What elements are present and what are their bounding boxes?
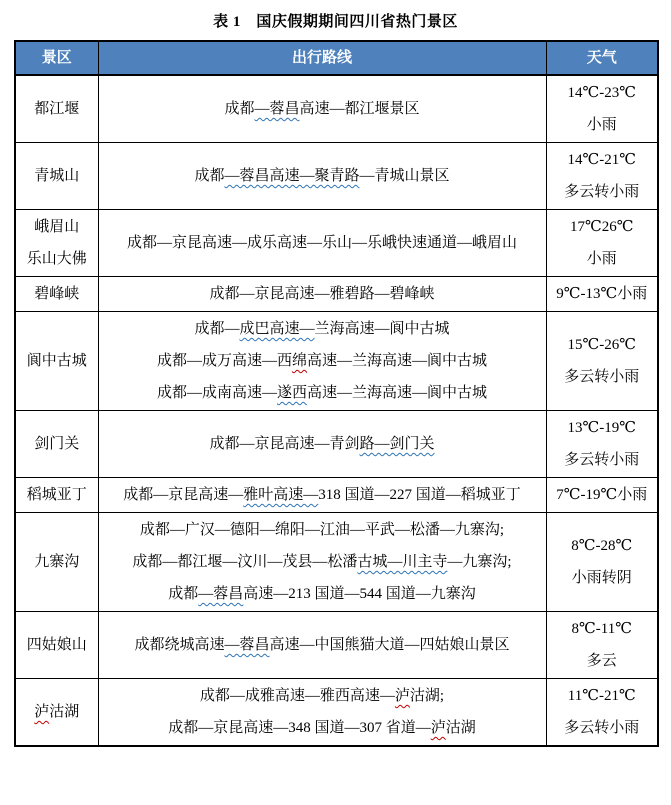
text-line <box>18 211 96 243</box>
header-weather[interactable]: 天气 <box>546 41 658 75</box>
route-cell[interactable] <box>98 513 546 612</box>
text-line <box>549 278 656 310</box>
text-segment: 成都—成万高速—西 <box>156 353 292 369</box>
spellcheck-red-underline: 泸 <box>430 720 446 736</box>
text-segment: 高速—都江堰景区 <box>299 101 420 117</box>
spellcheck-blue-underline: —蓉昌高速—聚青路 <box>224 168 360 184</box>
text-segment: 小雨 <box>586 117 617 133</box>
weather-cell[interactable] <box>546 75 658 143</box>
table-row <box>15 679 658 747</box>
text-line <box>101 514 544 546</box>
weather-cell[interactable] <box>546 312 658 411</box>
text-line <box>101 428 544 460</box>
header-scenic-area[interactable]: 景区 <box>15 41 98 75</box>
table-row <box>15 277 658 312</box>
text-segment: 沽湖 <box>445 720 476 736</box>
text-segment: 成都—京昆高速—348 国道—307 省道— <box>168 720 431 736</box>
table-row <box>15 143 658 210</box>
spellcheck-blue-underline: —蓉昌 <box>224 637 270 653</box>
text-line <box>549 680 656 712</box>
text-line <box>549 361 656 393</box>
text-line <box>101 278 544 310</box>
text-segment: 沽湖 <box>49 704 80 720</box>
scenic-name-cell[interactable] <box>15 411 98 478</box>
text-line <box>549 479 656 511</box>
text-segment: 多云 <box>586 653 617 669</box>
text-line <box>549 613 656 645</box>
weather-cell[interactable] <box>546 143 658 210</box>
header-travel-route[interactable]: 出行路线 <box>98 41 546 75</box>
text-line <box>549 329 656 361</box>
text-line <box>549 530 656 562</box>
route-cell[interactable] <box>98 478 546 513</box>
route-cell[interactable] <box>98 210 546 277</box>
text-line <box>549 243 656 275</box>
route-cell[interactable] <box>98 277 546 312</box>
spellcheck-red-underline: 泸 <box>34 704 50 720</box>
text-segment: 兰海高速—阆中古城 <box>314 321 450 337</box>
weather-cell[interactable] <box>546 478 658 513</box>
text-segment: 14℃-21℃ <box>567 152 637 168</box>
text-line <box>18 160 96 192</box>
text-segment: 13℃-19℃ <box>567 420 637 436</box>
text-line <box>101 313 544 345</box>
weather-cell[interactable] <box>546 612 658 679</box>
route-cell[interactable] <box>98 75 546 143</box>
text-segment: 成都 <box>194 168 225 184</box>
text-segment: 14℃-23℃ <box>567 85 637 101</box>
text-line <box>101 680 544 712</box>
scenic-name-cell[interactable] <box>15 75 98 143</box>
text-segment: 碧峰峡 <box>34 286 80 302</box>
text-segment: 乐山大佛 <box>26 251 87 267</box>
text-segment: 多云转小雨 <box>564 720 640 736</box>
text-line <box>101 345 544 377</box>
scenic-name-cell[interactable] <box>15 513 98 612</box>
spellcheck-blue-underline: 路—剑门关 <box>359 436 435 452</box>
text-segment: 8℃-11℃ <box>571 621 632 637</box>
text-segment: 高速—兰海高速—阆中古城 <box>307 385 488 401</box>
table-row <box>15 411 658 478</box>
scenic-name-cell[interactable] <box>15 312 98 411</box>
text-segment: 8℃-28℃ <box>571 538 633 554</box>
scenic-name-cell[interactable] <box>15 478 98 513</box>
text-line <box>549 109 656 141</box>
text-segment: 成都 <box>168 586 199 602</box>
scenic-name-cell[interactable] <box>15 679 98 747</box>
text-segment: 成都—广汉—德阳—绵阳—江油—平武—松潘—九寨沟; <box>139 522 505 538</box>
text-line <box>18 345 96 377</box>
text-line <box>101 629 544 661</box>
text-line <box>549 645 656 677</box>
text-segment: 7℃-19℃小雨 <box>556 487 648 503</box>
text-line <box>18 243 96 275</box>
text-line <box>18 479 96 511</box>
text-segment: 小雨 <box>586 251 617 267</box>
text-line <box>549 412 656 444</box>
text-segment: —九寨沟; <box>447 554 512 570</box>
text-segment: 318 国道—227 国道—稻城亚丁 <box>318 487 521 503</box>
text-segment: 峨眉山 <box>34 219 80 235</box>
text-segment: 成都—京昆高速— <box>123 487 244 503</box>
table-title[interactable]: 表 1 国庆假期期间四川省热门景区 <box>213 14 458 30</box>
text-segment: 小雨转阴 <box>571 570 632 586</box>
text-line <box>549 211 656 243</box>
text-segment: 成都—都江堰—汶川—茂县—松潘 <box>132 554 358 570</box>
text-segment: 都江堰 <box>34 101 80 117</box>
text-line <box>18 428 96 460</box>
scenic-spots-table <box>14 40 659 747</box>
route-cell[interactable] <box>98 312 546 411</box>
spellcheck-blue-underline: 雅叶高速— <box>243 487 319 503</box>
text-segment: 高速—中国熊猫大道—四姑娘山景区 <box>269 637 510 653</box>
table-body <box>15 75 658 746</box>
table-row <box>15 612 658 679</box>
text-segment: 阆中古城 <box>26 353 87 369</box>
text-line <box>18 629 96 661</box>
route-cell[interactable] <box>98 612 546 679</box>
text-line <box>18 696 96 728</box>
text-line <box>101 93 544 125</box>
text-line <box>549 562 656 594</box>
text-segment: 成都—成雅高速—雅西高速— <box>199 688 395 704</box>
text-segment: 成都—京昆高速—青剑 <box>209 436 360 452</box>
route-cell[interactable] <box>98 679 546 747</box>
text-line <box>549 176 656 208</box>
text-segment: 四姑娘山 <box>26 637 87 653</box>
text-line <box>549 144 656 176</box>
weather-cell[interactable] <box>546 277 658 312</box>
text-line <box>18 546 96 578</box>
text-segment: 高速—兰海高速—阆中古城 <box>307 353 488 369</box>
text-segment: 成都—京昆高速—成乐高速—乐山—乐峨快速通道—峨眉山 <box>126 235 517 251</box>
text-segment: 15℃-26℃ <box>567 337 637 353</box>
scenic-name-cell[interactable] <box>15 277 98 312</box>
spellcheck-blue-underline: 遂西 <box>276 385 307 401</box>
weather-cell[interactable] <box>546 411 658 478</box>
text-segment: 多云转小雨 <box>564 184 640 200</box>
spellcheck-red-underline: 绵 <box>291 353 307 369</box>
text-segment: 剑门关 <box>34 436 80 452</box>
spellcheck-blue-underline: 成巴高速— <box>239 321 315 337</box>
text-segment: 青城山 <box>34 168 80 184</box>
scenic-name-cell[interactable] <box>15 612 98 679</box>
table-row <box>15 513 658 612</box>
text-segment: 成都 <box>224 101 255 117</box>
text-line <box>101 578 544 610</box>
text-line <box>549 712 656 744</box>
text-segment: 稻城亚丁 <box>26 487 87 503</box>
text-segment: 9℃-13℃小雨 <box>556 286 648 302</box>
text-segment: 多云转小雨 <box>564 452 640 468</box>
table-row <box>15 312 658 411</box>
text-line <box>101 479 544 511</box>
text-segment: 成都—成南高速— <box>156 385 277 401</box>
scenic-name-cell[interactable] <box>15 143 98 210</box>
text-segment: 高速—213 国道—544 国道—九寨沟 <box>243 586 476 602</box>
weather-cell[interactable] <box>546 679 658 747</box>
text-line <box>101 546 544 578</box>
text-line <box>18 278 96 310</box>
table-row <box>15 210 658 277</box>
scenic-name-cell[interactable] <box>15 210 98 277</box>
weather-cell[interactable] <box>546 210 658 277</box>
text-segment: 11℃-21℃ <box>567 688 636 704</box>
text-segment: —青城山景区 <box>359 168 450 184</box>
table-row <box>15 478 658 513</box>
text-segment: 成都— <box>194 321 240 337</box>
spellcheck-blue-underline: —蓉昌 <box>198 586 244 602</box>
text-segment: 成都绕城高速 <box>134 637 225 653</box>
spellcheck-blue-underline: —蓉昌 <box>254 101 300 117</box>
text-line <box>101 712 544 744</box>
text-segment: 成都—京昆高速—雅碧路—碧峰峡 <box>209 286 435 302</box>
text-segment: 17℃26℃ <box>569 219 634 235</box>
route-cell[interactable] <box>98 411 546 478</box>
text-line <box>549 77 656 109</box>
text-segment: 九寨沟 <box>34 554 80 570</box>
text-line <box>18 93 96 125</box>
spellcheck-blue-underline: 古城—川主寺 <box>357 554 448 570</box>
table-row <box>15 75 658 143</box>
spellcheck-red-underline: 泸 <box>394 688 410 704</box>
text-segment: 多云转小雨 <box>564 369 640 385</box>
weather-cell[interactable] <box>546 513 658 612</box>
text-line <box>101 160 544 192</box>
table-header-row <box>15 41 658 75</box>
text-line <box>101 377 544 409</box>
text-segment: 沽湖; <box>409 688 445 704</box>
route-cell[interactable] <box>98 143 546 210</box>
text-line <box>101 227 544 259</box>
text-line <box>549 444 656 476</box>
